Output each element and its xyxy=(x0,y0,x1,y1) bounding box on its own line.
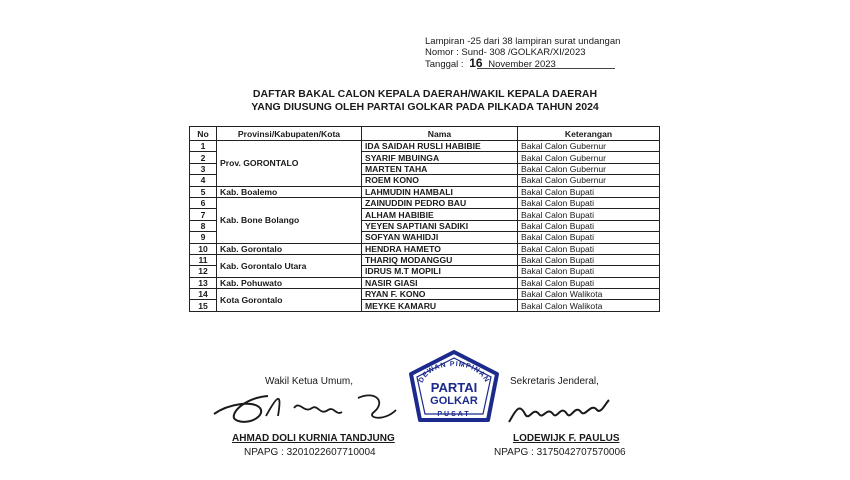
left-signature-mark xyxy=(208,386,408,430)
header-no: No xyxy=(190,127,217,141)
letter-meta xyxy=(425,36,620,70)
left-signer-npapg: NPAPG : 3201022607710004 xyxy=(244,447,376,458)
row-keterangan: Bakal Calon Bupati xyxy=(518,254,660,265)
row-region: Kab. Pohuwato xyxy=(217,277,362,288)
row-nama: IDA SAIDAH RUSLI HABIBIE xyxy=(362,141,518,152)
table-row xyxy=(190,254,660,265)
row-no: 2 xyxy=(190,152,217,163)
row-nama: SYARIF MBUINGA xyxy=(362,152,518,163)
document-title-line-2: YANG DIUSUNG OLEH PARTAI GOLKAR PADA PILKADA TAHUN 2024 xyxy=(251,101,599,113)
row-keterangan: Bakal Calon Gubernur xyxy=(518,163,660,174)
row-nama: NASIR GIASI xyxy=(362,277,518,288)
seal-top-text: DEWAN PIMPINAN xyxy=(417,360,491,385)
row-no: 9 xyxy=(190,232,217,243)
row-region: Kab. Bone Bolango xyxy=(217,197,362,243)
row-keterangan: Bakal Calon Bupati xyxy=(518,209,660,220)
row-no: 10 xyxy=(190,243,217,254)
candidate-table xyxy=(189,126,660,312)
row-keterangan: Bakal Calon Walikota xyxy=(518,289,660,300)
seal-line-1: PARTAI xyxy=(430,380,478,395)
table-row xyxy=(190,243,660,254)
row-no: 1 xyxy=(190,141,217,152)
row-keterangan: Bakal Calon Gubernur xyxy=(518,141,660,152)
row-nama: LAHMUDIN HAMBALI xyxy=(362,186,518,197)
row-nama: IDRUS M.T MOPILI xyxy=(362,266,518,277)
row-nama: MEYKE KAMARU xyxy=(362,300,518,311)
table-row xyxy=(190,186,660,197)
row-nama: THARIQ MODANGGU xyxy=(362,254,518,265)
table-row xyxy=(190,277,660,288)
row-nama: ROEM KONO xyxy=(362,175,518,186)
right-signer-role: Sekretaris Jenderal, xyxy=(510,376,599,387)
row-keterangan: Bakal Calon Bupati xyxy=(518,277,660,288)
row-keterangan: Bakal Calon Bupati xyxy=(518,197,660,208)
row-nama: YEYEN SAPTIANI SADIKI xyxy=(362,220,518,231)
tanggal-rest: November 2023 xyxy=(488,59,556,70)
row-keterangan: Bakal Calon Bupati xyxy=(518,266,660,277)
row-region: Kota Gorontalo xyxy=(217,289,362,312)
row-no: 8 xyxy=(190,220,217,231)
row-nama: ZAINUDDIN PEDRO BAU xyxy=(362,197,518,208)
tanggal-day: 16 xyxy=(469,56,483,70)
lampiran-line: Lampiran -25 dari 38 lampiran surat undangan xyxy=(425,36,621,47)
tanggal-underline xyxy=(477,68,615,69)
left-signer-role: Wakil Ketua Umum, xyxy=(265,376,353,387)
right-signer-npapg: NPAPG : 3175042707570006 xyxy=(494,447,626,458)
row-no: 7 xyxy=(190,209,217,220)
row-nama: ALHAM HABIBIE xyxy=(362,209,518,220)
header-region: Provinsi/Kabupaten/Kota xyxy=(217,127,362,141)
row-keterangan: Bakal Calon Walikota xyxy=(518,300,660,311)
row-no: 6 xyxy=(190,197,217,208)
row-no: 12 xyxy=(190,266,217,277)
row-no: 13 xyxy=(190,277,217,288)
left-signer-name: AHMAD DOLI KURNIA TANDJUNG xyxy=(232,433,395,444)
header-nama: Nama xyxy=(362,127,518,141)
header-keterangan: Keterangan xyxy=(518,127,660,141)
nomor-line: Nomor : Sund- 308 /GOLKAR/XI/2023 xyxy=(425,47,586,58)
row-region: Kab. Gorontalo Utara xyxy=(217,254,362,277)
right-signature-mark xyxy=(505,392,615,428)
row-region: Kab. Boalemo xyxy=(217,186,362,197)
row-nama: RYAN F. KONO xyxy=(362,289,518,300)
tanggal-label: Tanggal : xyxy=(425,59,464,70)
row-region: Prov. GORONTALO xyxy=(217,141,362,187)
row-no: 14 xyxy=(190,289,217,300)
row-no: 15 xyxy=(190,300,217,311)
row-keterangan: Bakal Calon Gubernur xyxy=(518,152,660,163)
row-nama: MARTEN TAHA xyxy=(362,163,518,174)
table-row xyxy=(190,289,660,300)
row-no: 11 xyxy=(190,254,217,265)
golkar-seal-logo xyxy=(408,350,500,430)
document-title-line-1: DAFTAR BAKAL CALON KEPALA DAERAH/WAKIL KEPALA DAERAH xyxy=(252,88,598,100)
row-keterangan: Bakal Calon Bupati xyxy=(518,243,660,254)
row-region: Kab. Gorontalo xyxy=(217,243,362,254)
seal-bottom-text: PUSAT xyxy=(437,411,471,418)
seal-line-2: GOLKAR xyxy=(430,395,478,407)
right-signer-name: LODEWIJK F. PAULUS xyxy=(513,433,620,444)
table-row xyxy=(190,141,660,152)
row-no: 5 xyxy=(190,186,217,197)
row-keterangan: Bakal Calon Bupati xyxy=(518,220,660,231)
row-nama: HENDRA HAMETO xyxy=(362,243,518,254)
row-keterangan: Bakal Calon Gubernur xyxy=(518,175,660,186)
table-header-row xyxy=(190,127,660,141)
row-keterangan: Bakal Calon Bupati xyxy=(518,232,660,243)
row-no: 3 xyxy=(190,163,217,174)
row-nama: SOFYAN WAHIDJI xyxy=(362,232,518,243)
row-keterangan: Bakal Calon Bupati xyxy=(518,186,660,197)
row-no: 4 xyxy=(190,175,217,186)
table-row xyxy=(190,197,660,208)
